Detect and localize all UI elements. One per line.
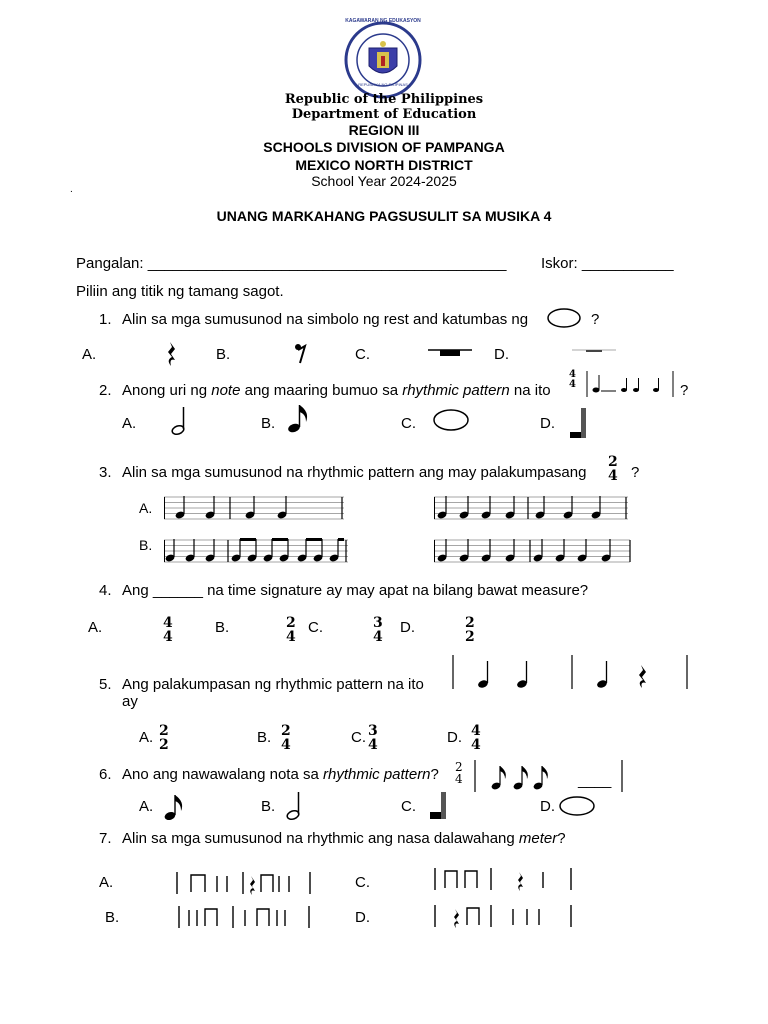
- q6-number: 6.: [99, 766, 112, 783]
- q6-rhythm-pattern: [472, 760, 552, 794]
- eighth-note-icon: [286, 402, 312, 434]
- quarter-note-icon: [568, 406, 590, 438]
- stray-mark: .: [70, 184, 73, 195]
- school-year: School Year 2024-2025: [311, 173, 457, 189]
- q5-sig-c: 3 4: [368, 723, 378, 753]
- q7-text: Alin sa mga sumusunod na rhythmic ang nasa dalawahang meter?: [122, 830, 566, 847]
- q7-rhythm-d: [433, 903, 573, 929]
- deped-seal: [343, 20, 423, 100]
- republic-line: Republic of the Philippines: [284, 92, 484, 107]
- seal-ring-bottom-text: REPUBLIKA NG PILIPINAS: [358, 82, 408, 87]
- q2-choice-a[interactable]: A.: [122, 415, 137, 432]
- q4-text: Ang ______ na time signature ay may apat na bilang bawat measure?: [122, 582, 589, 599]
- q4-sig-b: 2 4: [286, 615, 296, 645]
- q7-choice-a[interactable]: A.: [99, 874, 114, 891]
- q3-staff-a2[interactable]: [434, 493, 630, 527]
- q5-choice-d[interactable]: D.: [447, 729, 462, 746]
- q3-end: ?: [631, 464, 640, 481]
- q3-text: Alin sa mga sumusunod na rhythmic pattern ang may palakumpasang: [122, 464, 587, 481]
- q3-choice-b[interactable]: B.: [139, 537, 153, 553]
- q2-choice-c[interactable]: C.: [401, 415, 416, 432]
- department-line: Department of Education: [291, 107, 477, 122]
- q4-sig-a: 4 4: [163, 615, 173, 645]
- seal-ring-text: KAGAWARAN NG EDUKASYON: [345, 18, 421, 24]
- q6-text: Ano ang nawawalang nota sa rhythmic pattern?: [122, 766, 439, 783]
- q3-staff-a[interactable]: [164, 493, 346, 527]
- q4-number: 4.: [99, 582, 112, 599]
- score-field[interactable]: Iskor: ___________: [541, 255, 674, 272]
- q3-choice-a[interactable]: A.: [139, 500, 153, 516]
- q5-sig-a: 2 2: [159, 723, 169, 753]
- q2-end: ?: [680, 382, 689, 399]
- q4-choice-a[interactable]: A.: [88, 619, 103, 636]
- q1-number: 1.: [99, 311, 112, 328]
- q7-rhythm-a: [175, 870, 319, 896]
- q2-choice-b[interactable]: B.: [261, 415, 276, 432]
- q5-choice-a[interactable]: A.: [139, 729, 154, 746]
- q6-choice-a[interactable]: A.: [139, 798, 154, 815]
- q6-time-signature: 2 4: [455, 760, 463, 786]
- q5-sig-b: 2 4: [281, 723, 291, 753]
- q6-quarter-note-icon: [428, 790, 450, 820]
- q2-text: Anong uri ng note ang maaring bumuo sa rhythmic pattern na ito: [122, 382, 551, 399]
- instructions: Piliin ang titik ng tamang sagot.: [76, 283, 284, 300]
- q5-text-cont: ay: [122, 693, 138, 710]
- q1-choice-b[interactable]: B.: [216, 346, 231, 363]
- q4-choice-b[interactable]: B.: [215, 619, 230, 636]
- q3-staff-b2[interactable]: [434, 536, 632, 570]
- q4-sig-d: 2 2: [465, 615, 475, 645]
- q6-blank[interactable]: ____: [578, 772, 612, 789]
- whole-note-choice-icon: [432, 408, 470, 432]
- q2-rhythm-pattern: [584, 369, 676, 399]
- q3-staff-b[interactable]: [164, 536, 352, 570]
- q5-sig-d: 4 4: [471, 723, 481, 753]
- q1-choice-a[interactable]: A.: [82, 346, 97, 363]
- q7-number: 7.: [99, 830, 112, 847]
- q5-choice-c[interactable]: C.: [351, 729, 366, 746]
- eighth-rest-icon: [292, 341, 308, 367]
- half-rest-icon: [428, 345, 472, 359]
- q7-choice-b[interactable]: B.: [105, 909, 120, 926]
- q5-number: 5.: [99, 676, 112, 693]
- q3-time-signature: 2 4: [608, 454, 618, 484]
- q6-end-barline: [620, 760, 624, 794]
- q5-text: Ang palakumpasan ng rhythmic pattern na ito: [122, 676, 424, 693]
- q6-choice-d[interactable]: D.: [540, 798, 555, 815]
- q1-text: Alin sa mga sumusunod na simbolo ng rest and katumbas ng: [122, 311, 529, 328]
- q1-choice-d[interactable]: D.: [494, 346, 509, 363]
- q1-choice-c[interactable]: C.: [355, 346, 370, 363]
- q6-whole-note-icon: [558, 795, 596, 817]
- q6-half-note-icon: [283, 789, 305, 821]
- district-line: MEXICO NORTH DISTRICT: [295, 157, 473, 173]
- q4-sig-c: 3 4: [373, 615, 383, 645]
- q7-rhythm-c: [433, 866, 573, 892]
- q7-choice-d[interactable]: D.: [355, 909, 370, 926]
- division-line: SCHOOLS DIVISION OF PAMPANGA: [263, 139, 505, 155]
- q5-choice-b[interactable]: B.: [257, 729, 272, 746]
- q4-choice-d[interactable]: D.: [400, 619, 415, 636]
- q1-end: ?: [591, 311, 600, 328]
- q7-rhythm-b: [177, 904, 313, 930]
- q6-choice-c[interactable]: C.: [401, 798, 416, 815]
- whole-note-icon: [547, 307, 581, 329]
- q7-choice-c[interactable]: C.: [355, 874, 370, 891]
- q2-number: 2.: [99, 382, 112, 399]
- q5-rhythm-pattern: [450, 655, 690, 691]
- q2-choice-d[interactable]: D.: [540, 415, 555, 432]
- quarter-rest-icon: [164, 340, 180, 370]
- q2-time-signature: 4 4: [569, 369, 576, 390]
- half-note-icon: [168, 404, 190, 436]
- region-line: REGION III: [348, 122, 420, 138]
- exam-title: UNANG MARKAHANG PAGSUSULIT SA MUSIKA 4: [216, 208, 552, 224]
- q4-choice-c[interactable]: C.: [308, 619, 323, 636]
- whole-rest-icon: [572, 348, 616, 360]
- q6-choice-b[interactable]: B.: [261, 798, 276, 815]
- q3-number: 3.: [99, 464, 112, 481]
- q6-eighth-note-icon: [163, 792, 187, 822]
- name-field[interactable]: Pangalan: ___________________________________________: [76, 255, 507, 272]
